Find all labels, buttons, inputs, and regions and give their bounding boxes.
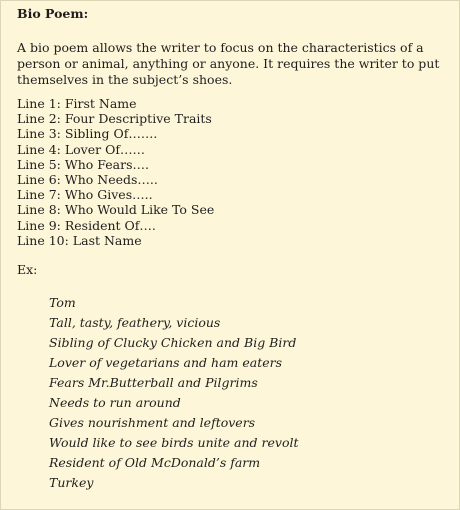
poem-line: Needs to run around [49, 395, 181, 410]
format-line: Line 3: Sibling Of……. [17, 126, 158, 142]
format-lines-list [17, 96, 214, 248]
format-line: Line 6: Who Needs….. [17, 172, 158, 188]
format-line: Line 4: Lover Of…… [17, 141, 145, 157]
example-label: Ex: [17, 262, 38, 277]
poem-line: Fears Mr.Butterball and Pilgrims [49, 375, 258, 390]
poem-line: Tall, tasty, feathery, vicious [49, 315, 221, 330]
format-line: Line 2: Four Descriptive Traits [17, 111, 212, 127]
poem-line: Would like to see birds unite and revolt [49, 435, 299, 450]
poem-line: Turkey [49, 475, 94, 490]
intro-paragraph: A bio poem allows the writer to focus on the characteristics of a person or animal, anything or anyone. It requires the writer to put themselves in the subject’s shoes. [17, 40, 440, 87]
poem-line: Tom [49, 295, 76, 310]
example-poem [49, 293, 299, 493]
format-line: Line 9: Resident Of…. [17, 217, 156, 233]
page-title: Bio Poem: [17, 6, 89, 21]
poem-line: Sibling of Clucky Chicken and Big Bird [49, 335, 297, 350]
poem-line: Lover of vegetarians and ham eaters [49, 355, 283, 370]
format-line: Line 8: Who Would Like To See [17, 202, 215, 218]
format-line: Line 1: First Name [17, 96, 137, 111]
format-line: Line 7: Who Gives….. [17, 187, 153, 203]
format-line: Line 10: Last Name [17, 232, 142, 248]
poem-line: Gives nourishment and leftovers [49, 415, 256, 430]
format-line: Line 5: Who Fears…. [17, 156, 149, 172]
poem-line: Resident of Old McDonald’s farm [49, 455, 261, 470]
